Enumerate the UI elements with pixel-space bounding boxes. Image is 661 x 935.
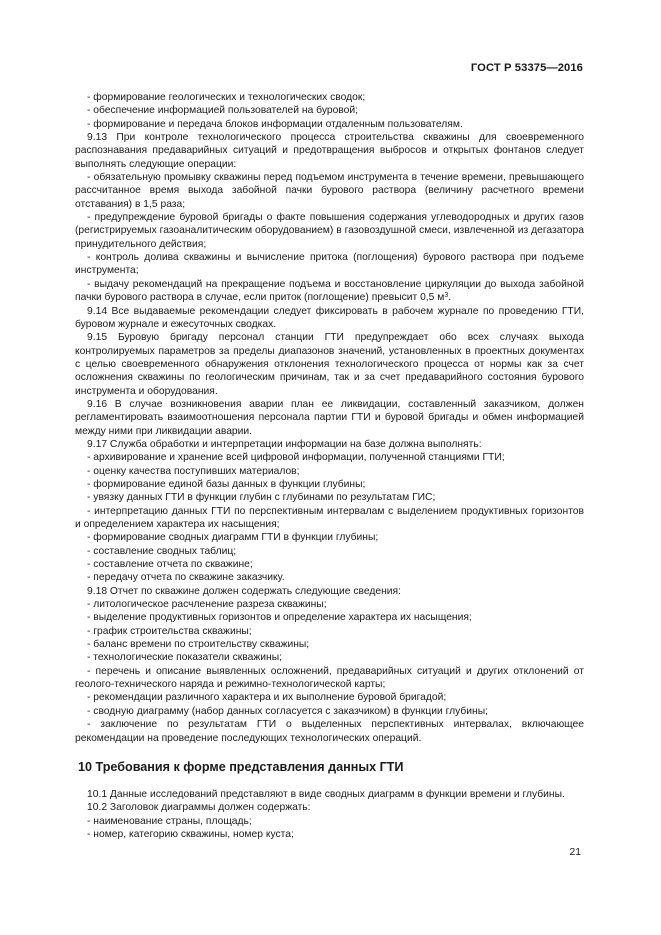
- paragraph: 10.1 Данные исследований представляют в виде сводных диаграмм в функции времени и глубины.: [87, 788, 565, 800]
- document-body: [75, 91, 584, 841]
- paragraph: - передачу отчета по скважине заказчику.: [87, 572, 285, 584]
- standard-header: ГОСТ Р 53375—2016: [470, 62, 583, 74]
- paragraph: - выделение продуктивных горизонтов и определение характера их насыщения;: [87, 612, 472, 624]
- paragraph: 9.18 Отчет по скважине должен содержать следующие сведения:: [87, 585, 401, 597]
- paragraph: - составление отчета по скважине;: [87, 559, 253, 571]
- paragraph: 9.13 При контроле технологического процесса строительства скважины для своевременного распознавания предаварийных ситуаций и предотвращения выбросов и открытых фонтанов следует выполнять следующие операции:: [75, 132, 584, 170]
- paragraph: 9.15 Буровую бригаду персонал станции ГТИ предупреждает обо всех случаях выхода контролируемых параметров за пределы диапазонов значений, установленных в проектных документах с целью своевременного обнаружения отклонения технологического процесса от нормы как за счет осложнения скважины по геологическим причинам, так и за счет предаварийного состояния бурового инструмента и оборудования.: [75, 332, 584, 397]
- paragraph: - баланс времени по строительству скважины;: [87, 639, 310, 651]
- paragraph: - номер, категорию скважины, номер куста;: [87, 828, 294, 840]
- paragraph: - формирование геологических и технологических сводок;: [87, 92, 366, 103]
- paragraph: - составление сводных таблиц;: [87, 545, 237, 557]
- page-number: 21: [569, 847, 581, 858]
- paragraph: - формирование сводных диаграмм ГТИ в функции глубины;: [87, 532, 379, 544]
- paragraph: - оценку качества поступивших материалов;: [87, 465, 300, 477]
- superscript: 3: [444, 292, 449, 300]
- paragraph: 10.2 Заголовок диаграммы должен содержать:: [87, 802, 311, 814]
- paragraph: - обязательную промывку скважины перед подъемом инструмента в течение времени, превышающего рассчитанное время выхода забойной пачки бурового раствора (величину расчетного времени отставания) в 1,5 раза;: [75, 172, 584, 210]
- paragraph: - формирование единой базы данных в функции глубины;: [87, 478, 366, 490]
- paragraph: 9.16 В случае возникновения аварии план ее ликвидации, составленный заказчиком, должен регламентировать взаимоотношения персонала партии ГТИ и буровой бригады и обмен информацией между ними при ликвидации аварии.: [75, 398, 584, 437]
- paragraph: - контроль долива скважины и вычисление притока (поглощения) бурового раствора при подъеме инструмента;: [75, 252, 584, 277]
- paragraph: [75, 278, 584, 305]
- paragraph: 9.17 Служба обработки и интерпретации информации на базе должна выполнять:: [87, 438, 482, 450]
- paragraph: - увязку данных ГТИ в функции глубин с глубинами по результатам ГИС;: [87, 492, 436, 504]
- paragraph: - архивирование и хранение всей цифровой информации, полученной станциями ГТИ;: [87, 452, 505, 464]
- paragraph: - сводную диаграмму (набор данных согласуется с заказчиком) в функции глубины;: [87, 705, 488, 717]
- paragraph: - предупреждение буровой бригады о факте повышения содержания углеводородных и других газов (регистрируемых газоаналитическим оборудованием) в газовоздушной смеси, извлеченной из дегазатора принудительного действия;: [75, 212, 584, 250]
- paragraph: - интерпретацию данных ГТИ по перспективным интервалам с выделением продуктивных горизонтов и определением характера их насыщения;: [75, 505, 584, 530]
- paragraph: - обеспечение информацией пользователей на буровой;: [87, 105, 359, 117]
- paragraph-tail: .: [448, 292, 452, 304]
- paragraph: - перечень и описание выявленных осложнений, предаварийных ситуаций и других отклонений от геолого-технического наряда и режимно-технологической карты;: [75, 665, 584, 691]
- paragraph: - формирование и передача блоков информации отдаленным пользователям.: [87, 118, 463, 130]
- paragraph: - литологическое расчленение разреза скважины;: [87, 599, 327, 611]
- paragraph: - заключение по результатам ГТИ о выделенных перспективных интервалах, включающее рекомендации на проведение последующих технологических операций.: [75, 719, 584, 744]
- section-heading: 10 Требования к форме представления данных ГТИ: [78, 759, 404, 774]
- paragraph-text: - выдачу рекомендаций на прекращение подъема и восстановление циркуляции до выхода забойной пачки бурового раствора в случае, если приток (поглощение) превысит 0,5 м: [75, 278, 584, 304]
- paragraph: - технологические показатели скважины;: [87, 652, 282, 664]
- paragraph: 9.14 Все выдаваемые рекомендации следует фиксировать в рабочем журнале по проведению ГТИ, буровом журнале и ежесуточных сводках.: [75, 305, 584, 330]
- paragraph: - график строительства скважины;: [87, 625, 252, 637]
- paragraph: - рекомендации различного характера и их выполнение буровой бригадой;: [87, 692, 447, 704]
- paragraph: - наименование страны, площадь;: [87, 815, 252, 827]
